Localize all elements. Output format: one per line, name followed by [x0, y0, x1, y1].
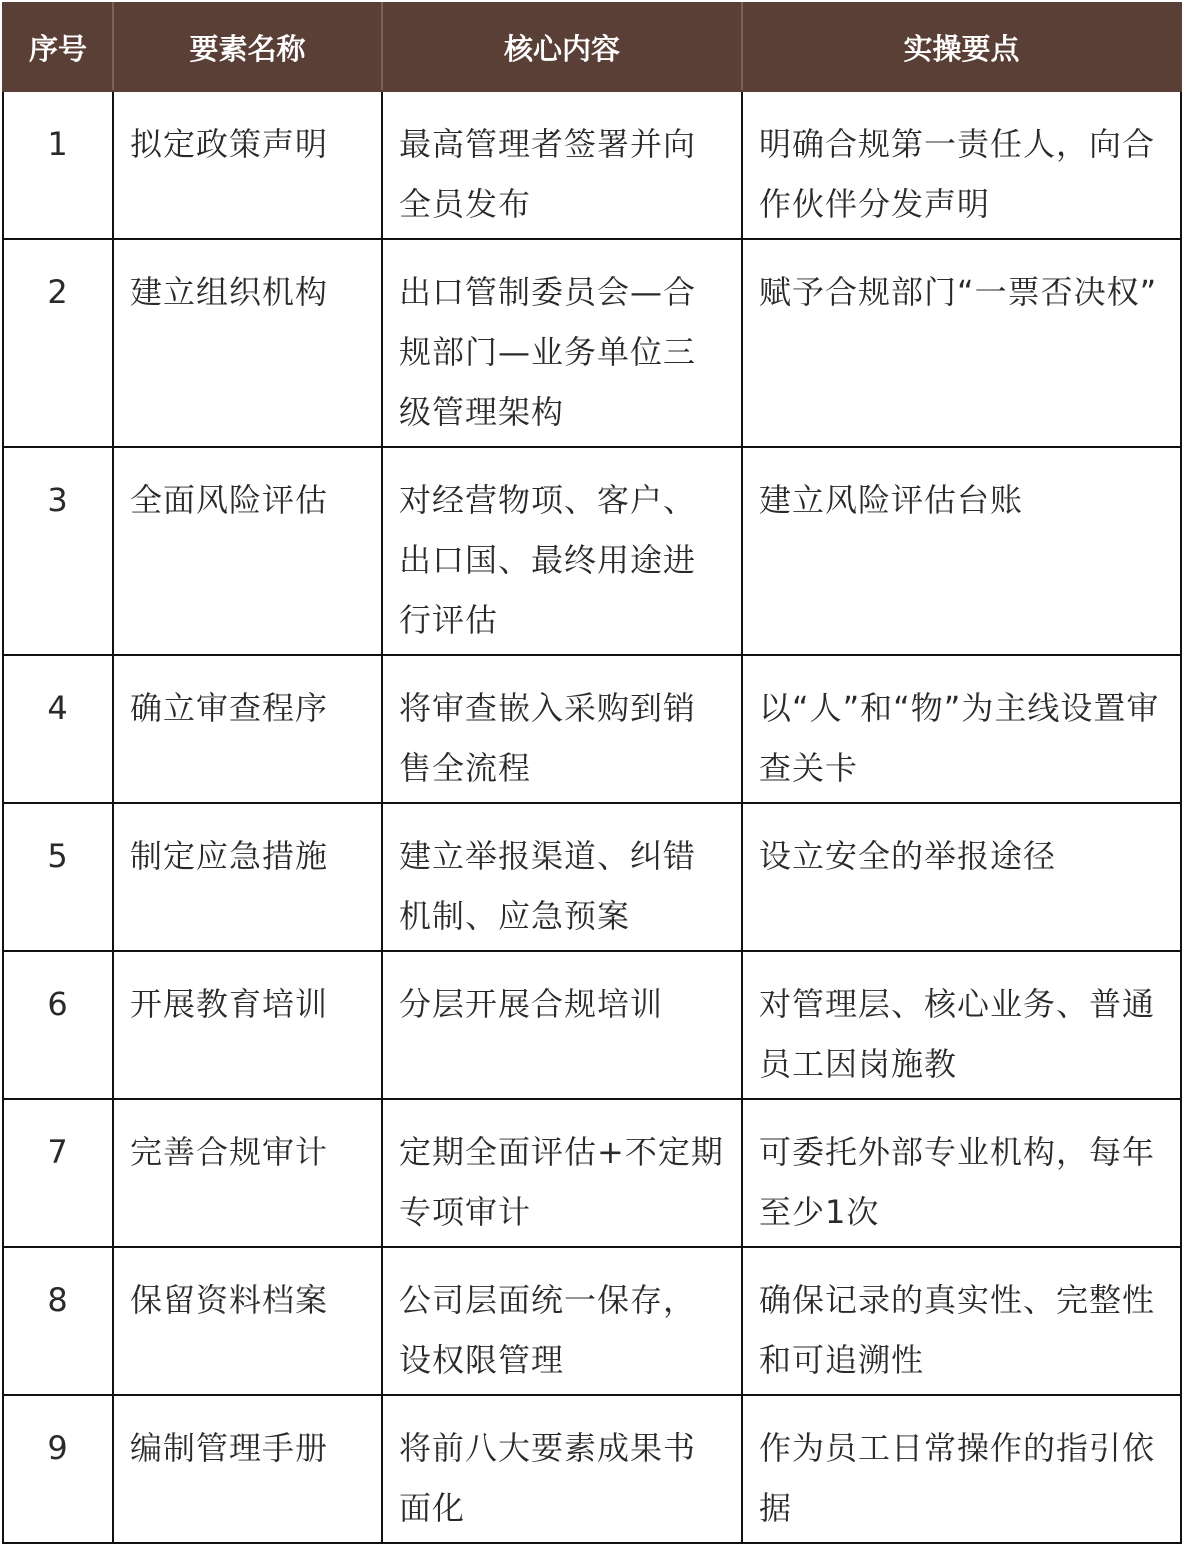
row-practical-points: 建立风险评估台账	[742, 447, 1181, 655]
row-element-name: 制定应急措施	[113, 803, 382, 951]
header-practical-points: 实操要点	[742, 3, 1181, 91]
row-index: 9	[3, 1395, 113, 1543]
row-element-name: 建立组织机构	[113, 239, 382, 447]
row-practical-points: 确保记录的真实性、完整性和可追溯性	[742, 1247, 1181, 1395]
row-core-content: 公司层面统一保存，设权限管理	[382, 1247, 742, 1395]
row-practical-points: 设立安全的举报途径	[742, 803, 1181, 951]
row-core-content: 对经营物项、客户、出口国、最终用途进行评估	[382, 447, 742, 655]
table-row	[3, 803, 1181, 951]
table-row	[3, 447, 1181, 655]
row-index: 6	[3, 951, 113, 1099]
row-element-name: 拟定政策声明	[113, 91, 382, 239]
header-core-content: 核心内容	[382, 3, 742, 91]
table-row	[3, 1395, 1181, 1543]
row-core-content: 出口管制委员会—合规部门—业务单位三级管理架构	[382, 239, 742, 447]
row-practical-points: 赋予合规部门“一票否决权”	[742, 239, 1181, 447]
row-core-content: 建立举报渠道、纠错机制、应急预案	[382, 803, 742, 951]
row-index: 8	[3, 1247, 113, 1395]
header-index: 序号	[3, 3, 113, 91]
header-element-name: 要素名称	[113, 3, 382, 91]
row-core-content: 将前八大要素成果书面化	[382, 1395, 742, 1543]
row-index: 1	[3, 91, 113, 239]
table-row	[3, 1247, 1181, 1395]
table-row	[3, 951, 1181, 1099]
row-element-name: 全面风险评估	[113, 447, 382, 655]
table-row	[3, 1099, 1181, 1247]
row-element-name: 编制管理手册	[113, 1395, 382, 1543]
row-index: 4	[3, 655, 113, 803]
table-row	[3, 655, 1181, 803]
row-index: 7	[3, 1099, 113, 1247]
compliance-elements-table	[2, 2, 1182, 1544]
row-element-name: 完善合规审计	[113, 1099, 382, 1247]
row-core-content: 定期全面评估+不定期专项审计	[382, 1099, 742, 1247]
row-practical-points: 可委托外部专业机构，每年至少1次	[742, 1099, 1181, 1247]
table-header-row	[3, 3, 1181, 91]
row-element-name: 确立审查程序	[113, 655, 382, 803]
row-index: 5	[3, 803, 113, 951]
table-row	[3, 239, 1181, 447]
row-practical-points: 以“人”和“物”为主线设置审查关卡	[742, 655, 1181, 803]
row-practical-points: 作为员工日常操作的指引依据	[742, 1395, 1181, 1543]
row-element-name: 保留资料档案	[113, 1247, 382, 1395]
row-practical-points: 明确合规第一责任人，向合作伙伴分发声明	[742, 91, 1181, 239]
row-core-content: 将审查嵌入采购到销售全流程	[382, 655, 742, 803]
row-element-name: 开展教育培训	[113, 951, 382, 1099]
row-index: 2	[3, 239, 113, 447]
row-core-content: 最高管理者签署并向全员发布	[382, 91, 742, 239]
row-practical-points: 对管理层、核心业务、普通员工因岗施教	[742, 951, 1181, 1099]
table-row	[3, 91, 1181, 239]
row-index: 3	[3, 447, 113, 655]
row-core-content: 分层开展合规培训	[382, 951, 742, 1099]
